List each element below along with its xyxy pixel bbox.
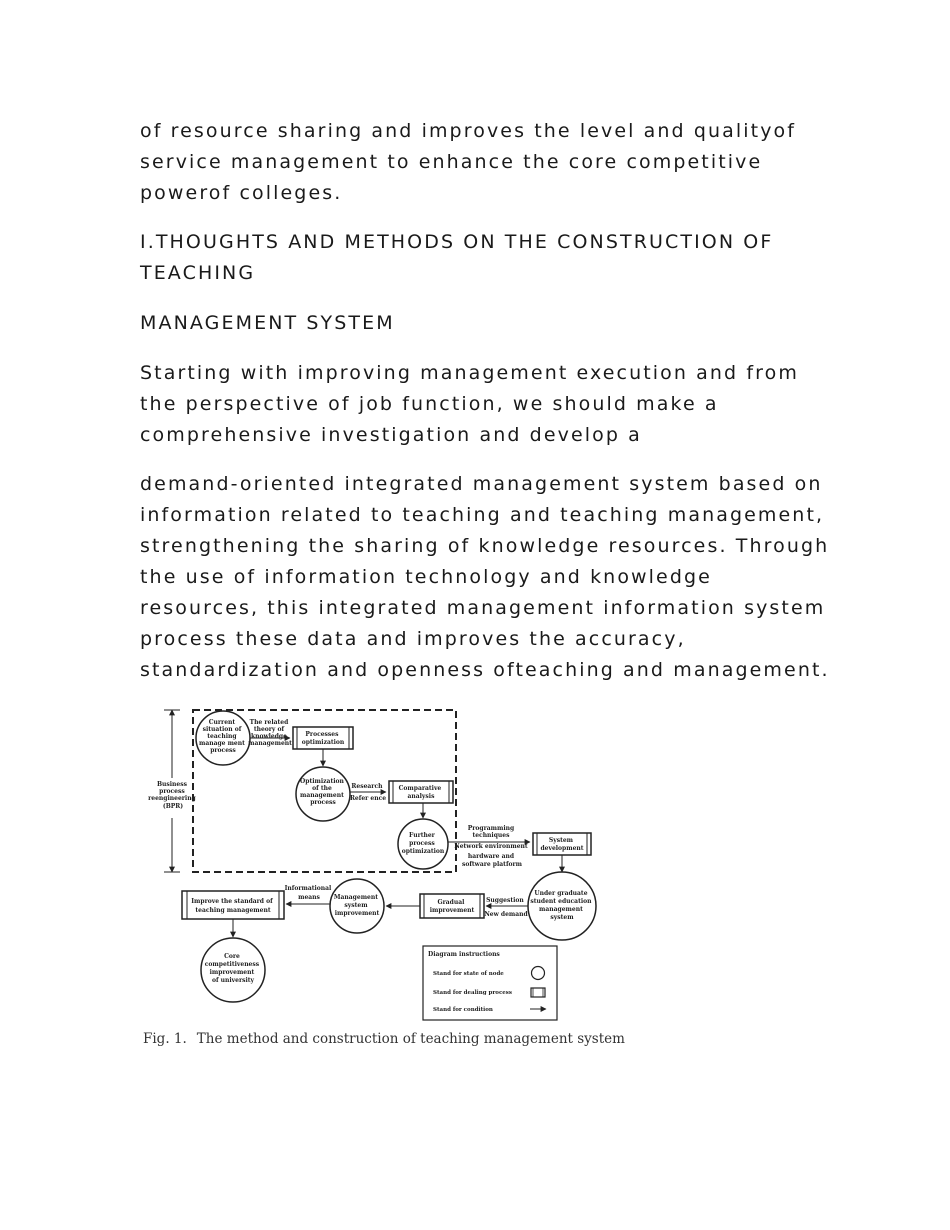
legend-item-node: Stand for state of node <box>433 971 504 977</box>
svg-text:System development: System development <box>540 837 584 852</box>
svg-text:Processes optimization: Processes optimization <box>301 731 345 746</box>
figure-caption-text: The method and construction of teaching management system <box>196 1031 625 1047</box>
figure-caption <box>143 1031 625 1047</box>
legend-title: Diagram instructions <box>428 951 500 958</box>
paragraph-starting: Starting with improving management execution and from the perspective of job function, we should make a comprehensive investigation and develop a <box>140 362 799 446</box>
legend-circle-icon <box>532 967 545 980</box>
svg-text:Further process: Further process optimization <box>401 832 445 855</box>
svg-text:Comparative analysis: Comparative analysis <box>398 785 442 800</box>
svg-text:Core competitiveness: Core competitiveness improvement of university <box>204 953 260 984</box>
legend-item-condition: Stand for condition <box>433 1007 493 1013</box>
label-suggestion: Suggestion New demand <box>484 897 528 918</box>
section-heading-continued: MANAGEMENT SYSTEM <box>140 312 395 334</box>
label-related-theory: The related theory of knowledge management <box>248 719 292 747</box>
node-improve-standard <box>182 891 284 919</box>
svg-text:Management system: Management system improvement <box>333 894 380 917</box>
legend-item-process: Stand for dealing process <box>433 990 512 996</box>
bpr-label: Business process reengineering (BPR) <box>148 781 196 810</box>
svg-text:Gradual improvement: Gradual improvement <box>429 899 475 914</box>
figure-number: Fig. 1. <box>143 1031 187 1047</box>
paragraph-intro: of resource sharing and improves the level and qualityof service management to enhance the core competitive powerof colleges. <box>140 120 797 204</box>
svg-text:Optimization of the: Optimization of the management process <box>300 778 344 806</box>
node-gradual-improvement <box>420 894 484 918</box>
svg-text:Under graduate student: Under graduate student education management system <box>530 890 592 921</box>
label-informational-means: Informational means <box>284 885 332 901</box>
label-programming-techniques: Programming techniques Network environment hardware and software platform <box>454 825 528 868</box>
svg-text:Improve the standard of: Improve the standard of teaching management <box>191 898 273 914</box>
label-research-reference: Research Refer ence <box>349 783 387 802</box>
svg-text:Current situation of: Current situation of teaching manage ment process <box>199 719 245 754</box>
paragraph-demand-oriented: demand-oriented integrated management system based on information related to teaching and teaching management, strengthening the sharing of knowledge resources. Through the use of information technology and knowledge resources, this integrated management information system process these data and improves the accuracy, standardization and openness ofteaching and management. <box>140 473 830 681</box>
flow-diagram <box>140 700 610 1030</box>
figure-diagram <box>140 700 610 1030</box>
section-heading: I.THOUGHTS AND METHODS ON THE CONSTRUCTION OF TEACHING <box>140 231 774 284</box>
